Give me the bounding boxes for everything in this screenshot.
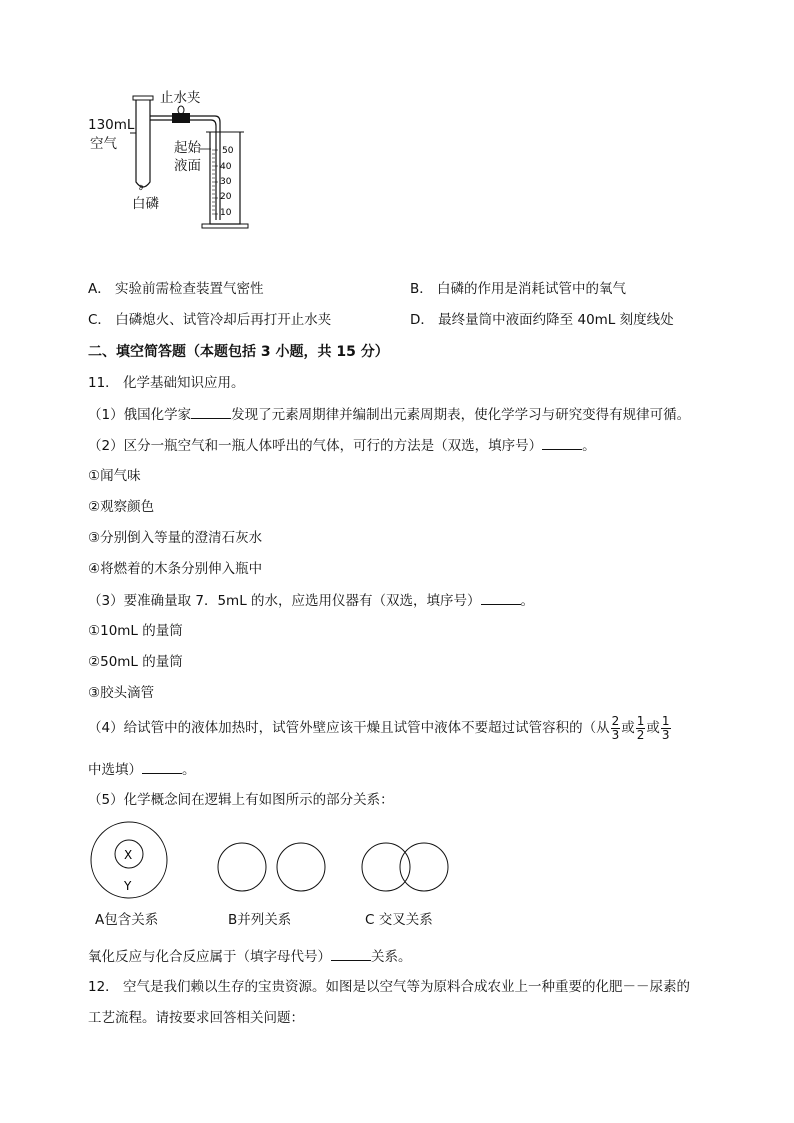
q11-part5-answer-pre: 氧化反应与化合反应属于（填字母代号） xyxy=(88,949,331,965)
q11-part1 xyxy=(88,406,690,423)
q11-part5-answer xyxy=(88,948,412,965)
scale-10: 10 xyxy=(220,208,232,218)
label-clamp: 止水夹 xyxy=(160,90,201,106)
or-1: 或 xyxy=(621,720,635,736)
q11-part2-item-1: ①闻气味 xyxy=(88,468,141,484)
option-d: D． 最终量筒中液面约降至 40mL 刻度线处 xyxy=(410,312,674,328)
q11-part2-item-2: ②观察颜色 xyxy=(88,499,155,515)
option-a: A． 实验前需检查装置气密性 xyxy=(88,281,264,297)
q11-part4-choose: 中选填） xyxy=(88,762,142,778)
label-volume: 130mL xyxy=(88,117,135,133)
q11-part5-answer-post: 关系。 xyxy=(371,949,412,965)
circle-parallel-right xyxy=(277,843,325,891)
label-start: 起始 xyxy=(174,140,201,156)
q11-part2 xyxy=(88,437,596,454)
q11-part4 xyxy=(88,714,672,742)
answer-blank-5[interactable] xyxy=(331,948,371,961)
caption-parallel: B并列关系 xyxy=(228,912,292,928)
q11-part5: （5）化学概念间在逻辑上有如图所示的部分关系： xyxy=(88,792,394,808)
label-x: X xyxy=(124,848,133,862)
answer-blank-3[interactable] xyxy=(481,592,521,605)
q11-part3-item-2: ②50mL 的量筒 xyxy=(88,654,183,670)
answer-blank-2[interactable] xyxy=(542,437,582,450)
scale-40: 40 xyxy=(220,162,232,172)
q12-line2: 工艺流程。请按要求回答相关问题： xyxy=(88,1010,304,1026)
caption-cross: C 交叉关系 xyxy=(365,912,433,928)
q11-part2-text: （2）区分一瓶空气和一瓶人体呼出的气体，可行的方法是（双选，填序号） xyxy=(88,438,543,454)
relation-diagrams xyxy=(86,820,466,900)
q11-part2-end: 。 xyxy=(582,438,596,454)
fraction-two-thirds: $\frac{2}{3}$ xyxy=(611,713,620,742)
label-y: Y xyxy=(124,879,132,893)
answer-blank-4[interactable] xyxy=(142,761,182,774)
q11-part1-post: 发现了元素周期律并编制出元素周期表，使化学学习与研究变得有规律可循。 xyxy=(231,407,691,423)
phosphorus-glyph: ∂ xyxy=(139,183,144,192)
label-phosphorus: 白磷 xyxy=(132,196,159,212)
q11-part3-item-1: ①10mL 的量筒 xyxy=(88,623,183,639)
circle-parallel-left xyxy=(218,843,266,891)
q11-part4-pre: （4）给试管中的液体加热时，试管外壁应该干燥且试管中液体不要超过试管容积的（从 xyxy=(88,720,610,736)
answer-blank-1[interactable] xyxy=(191,406,231,419)
label-level: 液面 xyxy=(174,158,201,174)
q12-line1: 12． 空气是我们赖以生存的宝贵资源。如图是以空气等为原料合成农业上一种重要的化肥－－尿素的 xyxy=(88,979,690,995)
scale-50: 50 xyxy=(222,146,234,156)
test-tube xyxy=(136,98,150,187)
scale-30: 30 xyxy=(220,177,232,187)
circle-cross-right xyxy=(400,843,448,891)
q11-part4-end: 。 xyxy=(182,762,196,778)
q11-part2-item-4: ④将燃着的木条分别伸入瓶中 xyxy=(88,561,263,577)
label-air: 空气 xyxy=(90,136,117,152)
q11-part3-end: 。 xyxy=(520,593,535,609)
q11-part1-pre: （1）俄国化学家 xyxy=(88,407,192,423)
option-c: C． 白磷熄火、试管冷却后再打开止水夹 xyxy=(88,312,332,328)
fraction-one-third: $\frac{1}{3}$ xyxy=(661,713,670,742)
tube-stopper xyxy=(133,96,153,100)
circle-cross-left xyxy=(362,843,410,891)
section-title: 二、填空简答题（本题包括 3 小题，共 15 分） xyxy=(88,344,389,360)
option-b: B． 白磷的作用是消耗试管中的氧气 xyxy=(410,281,627,297)
scale-20: 20 xyxy=(220,192,232,202)
q11-part3 xyxy=(88,592,534,609)
q11-stem: 11． 化学基础知识应用。 xyxy=(88,375,245,391)
fraction-one-half: $\frac{1}{2}$ xyxy=(636,713,645,742)
q11-part3-text: （3）要准确量取 7．5mL 的水，应选用仪器有（双选，填序号） xyxy=(88,593,481,609)
caption-contain: A包含关系 xyxy=(95,912,159,928)
q11-part3-item-3: ③胶头滴管 xyxy=(88,685,155,701)
q11-part4-line2 xyxy=(88,761,196,778)
or-2: 或 xyxy=(646,720,660,736)
q11-part2-item-3: ③分别倒入等量的澄清石灰水 xyxy=(88,530,263,546)
